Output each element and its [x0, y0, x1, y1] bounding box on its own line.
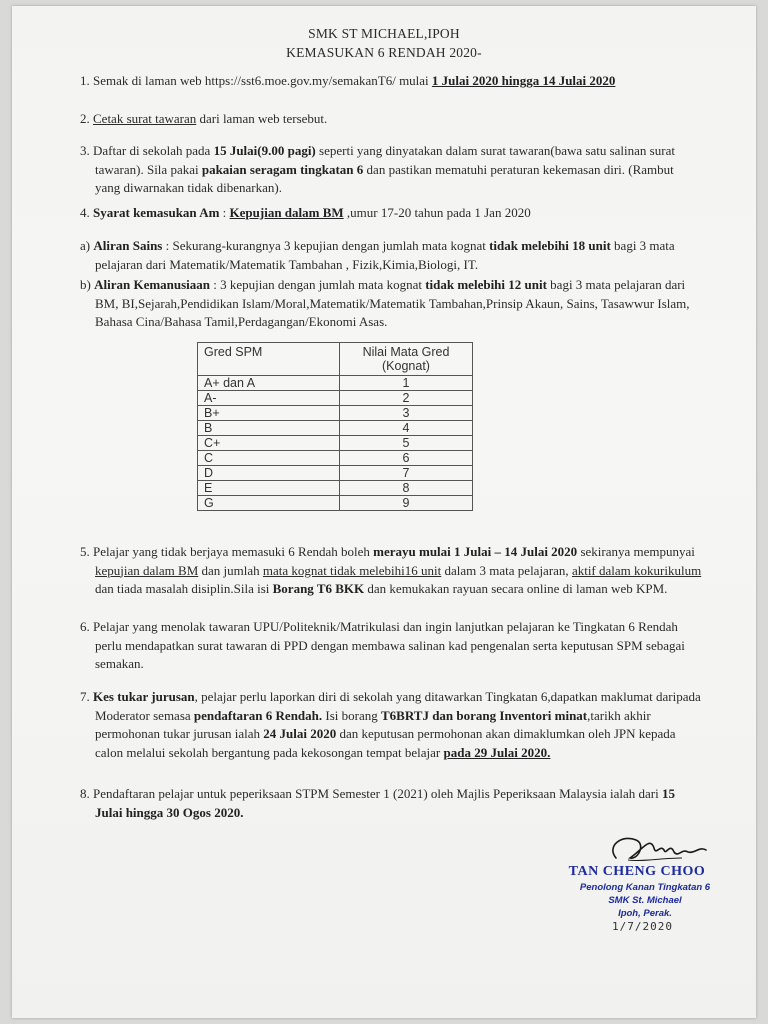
- grade-cell: A-: [198, 391, 340, 406]
- item-1-dates: 1 Julai 2020 hingga 14 Julai 2020: [431, 73, 616, 88]
- grade-cell: C+: [198, 436, 340, 451]
- item-5-cocurricular: aktif dalam kokurikulum: [571, 562, 702, 578]
- item-8-dates: 15 Julai hingga 30 Ogos 2020.: [95, 786, 675, 820]
- item-7-text-b: , pelajar perlu laporkan diri di sekolah yang ditawarkan Tingkatan 6,dapatkan maklumat daripada Moderator semasa: [95, 689, 701, 723]
- item-6-number: 6.: [80, 619, 90, 634]
- item-b-text-b: : 3 kepujian dengan jumlah mata kognat: [210, 277, 426, 292]
- item-4: [80, 204, 740, 223]
- grade-cell: D: [198, 466, 340, 481]
- table-row: [198, 376, 473, 391]
- item-4-number: 4.: [80, 205, 90, 220]
- item-3-date: 15 Julai(9.00 pagi): [213, 143, 316, 158]
- item-3-text-c: seperti yang dinyatakan dalam surat tawaran(bawa satu salinan surat tawaran). Sila pakai: [95, 143, 675, 177]
- value-cell: 6: [340, 451, 473, 466]
- item-a-number: a): [80, 238, 91, 253]
- item-7-label: Kes tukar jurusan: [93, 689, 195, 704]
- item-5-text-g: dalam 3 mata pelajaran,: [441, 562, 572, 578]
- item-a-label: Aliran Sains: [93, 238, 163, 253]
- item-7-forms: T6BRTJ dan borang Inventori minat: [381, 707, 588, 723]
- grade-table: [197, 342, 473, 511]
- item-5-text-e: dan jumlah: [198, 562, 263, 578]
- grade-cell: B+: [198, 406, 340, 421]
- item-2-text: dari laman web tersebut.: [196, 111, 328, 126]
- value-cell: 9: [340, 496, 473, 511]
- item-8: [80, 785, 705, 822]
- item-b-text-d: bagi 3 mata pelajaran dari BM, BI,Sejarah,Pendidikan Islam/Moral,Matematik/Matematik Tambahan,Prinsip Akaun, Sains, Tasawwur Islam, Bahasa Cina/Bahasa Tamil,Perdagangan/Ekonomi Asas.: [95, 277, 690, 329]
- grade-cell: E: [198, 481, 340, 496]
- item-5-text-k: dan kemukakan rayuan secara online di laman web KPM.: [364, 581, 668, 596]
- grade-cell: B: [198, 421, 340, 436]
- item-5-bm: kepujian dalam BM: [95, 562, 199, 578]
- item-a-science: [80, 237, 705, 274]
- item-6: [80, 618, 705, 674]
- value-cell: 7: [340, 466, 473, 481]
- item-2-number: 2.: [80, 111, 90, 126]
- grade-cell: G: [198, 496, 340, 511]
- value-col-header: Nilai Mata Gred (Kognat): [340, 343, 473, 376]
- item-7-result-date: pada 29 Julai 2020.: [443, 744, 551, 760]
- item-4-bm-credit: Kepujian dalam BM: [229, 205, 344, 220]
- item-5: [80, 543, 705, 599]
- item-b-humanities: [80, 276, 705, 332]
- item-5-text-i: dan tiada masalah disiplin.Sila isi: [95, 581, 273, 596]
- item-5-text-c: sekiranya mempunyai: [577, 544, 695, 559]
- item-5-form: Borang T6 BKK: [272, 581, 365, 596]
- item-5-appeal-dates: merayu mulai 1 Julai – 14 Julai 2020: [373, 544, 578, 559]
- item-7-number: 7.: [80, 689, 90, 704]
- grade-cell: A+ dan A: [198, 376, 340, 391]
- item-a-text-b: : Sekurang-kurangnya 3 kepujian dengan jumlah mata kognat: [162, 238, 490, 253]
- value-cell: 8: [340, 481, 473, 496]
- table-row: [198, 421, 473, 436]
- value-cell: 5: [340, 436, 473, 451]
- item-5-number: 5.: [80, 544, 90, 559]
- document-page: [12, 6, 756, 1018]
- item-a-text-d: bagi 3 mata pelajaran dari Matematik/Matematik Tambahan , Fizik,Kimia,Biologi, IT.: [95, 238, 675, 272]
- item-4-colon: :: [219, 205, 230, 220]
- item-1-number: 1.: [80, 73, 90, 88]
- stamp-position: Penolong Kanan Tingkatan 6: [579, 882, 711, 893]
- document-title: KEMASUKAN 6 RENDAH 2020-: [286, 45, 482, 60]
- grade-col-header: Gred SPM: [198, 343, 340, 376]
- item-3-number: 3.: [80, 143, 90, 158]
- item-7-text-h: dan keputusan permohonan akan dimaklumkan oleh JPN kepada calon melalui sekolah bergantung pada kekosongan tempat belajar: [95, 726, 676, 760]
- item-7-deadline: 24 Julai 2020: [263, 726, 337, 741]
- item-1-url-text: Semak di laman web https://sst6.moe.gov.my/semakanT6/: [93, 73, 396, 88]
- value-cell: 4: [340, 421, 473, 436]
- item-4-label: Syarat kemasukan Am: [93, 205, 220, 220]
- item-2-print-offer: Cetak surat tawaran: [93, 111, 197, 126]
- item-a-limit: tidak melebihi 18 unit: [489, 238, 611, 253]
- item-8-number: 8.: [80, 786, 90, 801]
- stamp-name: TAN CHENG CHOO: [568, 864, 706, 879]
- item-5-cognate: mata kognat tidak melebihi16 unit: [262, 562, 442, 578]
- item-1-text: mulai: [395, 73, 432, 88]
- table-row: [198, 406, 473, 421]
- item-b-limit: tidak melebihi 12 unit: [425, 277, 547, 292]
- item-5-text-a: Pelajar yang tidak berjaya memasuki 6 Rendah boleh: [93, 544, 374, 559]
- school-name: SMK ST MICHAEL,IPOH: [308, 26, 460, 41]
- value-cell: 2: [340, 391, 473, 406]
- table-row: [198, 451, 473, 466]
- item-8-text-a: Pendaftaran pelajar untuk peperiksaan STPM Semester 1 (2021) oleh Majlis Peperiksaan Malaysia ialah dari: [93, 786, 662, 801]
- signature-date: 1/7/2020: [612, 920, 673, 933]
- item-7-text-d: Isi borang: [322, 707, 381, 723]
- table-row: [198, 436, 473, 451]
- item-b-label: Aliran Kemanusiaan: [94, 277, 211, 292]
- item-2: [80, 110, 740, 129]
- item-3-text-a: Daftar di sekolah pada: [93, 143, 214, 158]
- item-7-registration: pendaftaran 6 Rendah.: [193, 707, 323, 723]
- item-3-uniform: pakaian seragam tingkatan 6: [201, 161, 364, 177]
- stamp-school: SMK St. Michael: [608, 895, 682, 906]
- grade-table-header: [198, 343, 473, 376]
- item-6-text: Pelajar yang menolak tawaran UPU/Politeknik/Matrikulasi dan ingin lanjutkan pelajaran ke Tingkatan 6 Rendah perlu mendapatkan surat tawaran di PPD dengan membawa salinan kad pengenalan serta keputusan SPM sebagai semakan.: [93, 619, 685, 671]
- item-7-text-f: ,tarikh akhir permohonan tukar jurusan ialah: [95, 707, 651, 741]
- table-row: [198, 391, 473, 406]
- item-b-number: b): [80, 277, 91, 292]
- table-row: [198, 496, 473, 511]
- table-row: [198, 481, 473, 496]
- item-3-text-e: dan pastikan mematuhi peraturan kekemasan diri. (Rambut yang diwarnakan tidak dibenarkan).: [95, 161, 674, 195]
- item-7: [80, 688, 705, 762]
- stamp-location: Ipoh, Perak.: [618, 908, 672, 919]
- table-row: [198, 466, 473, 481]
- value-cell: 3: [340, 406, 473, 421]
- item-4-age: ,umur 17-20 tahun pada 1 Jan 2020: [343, 205, 531, 220]
- grade-cell: C: [198, 451, 340, 466]
- value-cell: 1: [340, 376, 473, 391]
- item-1: [80, 72, 740, 91]
- item-3: [80, 142, 695, 198]
